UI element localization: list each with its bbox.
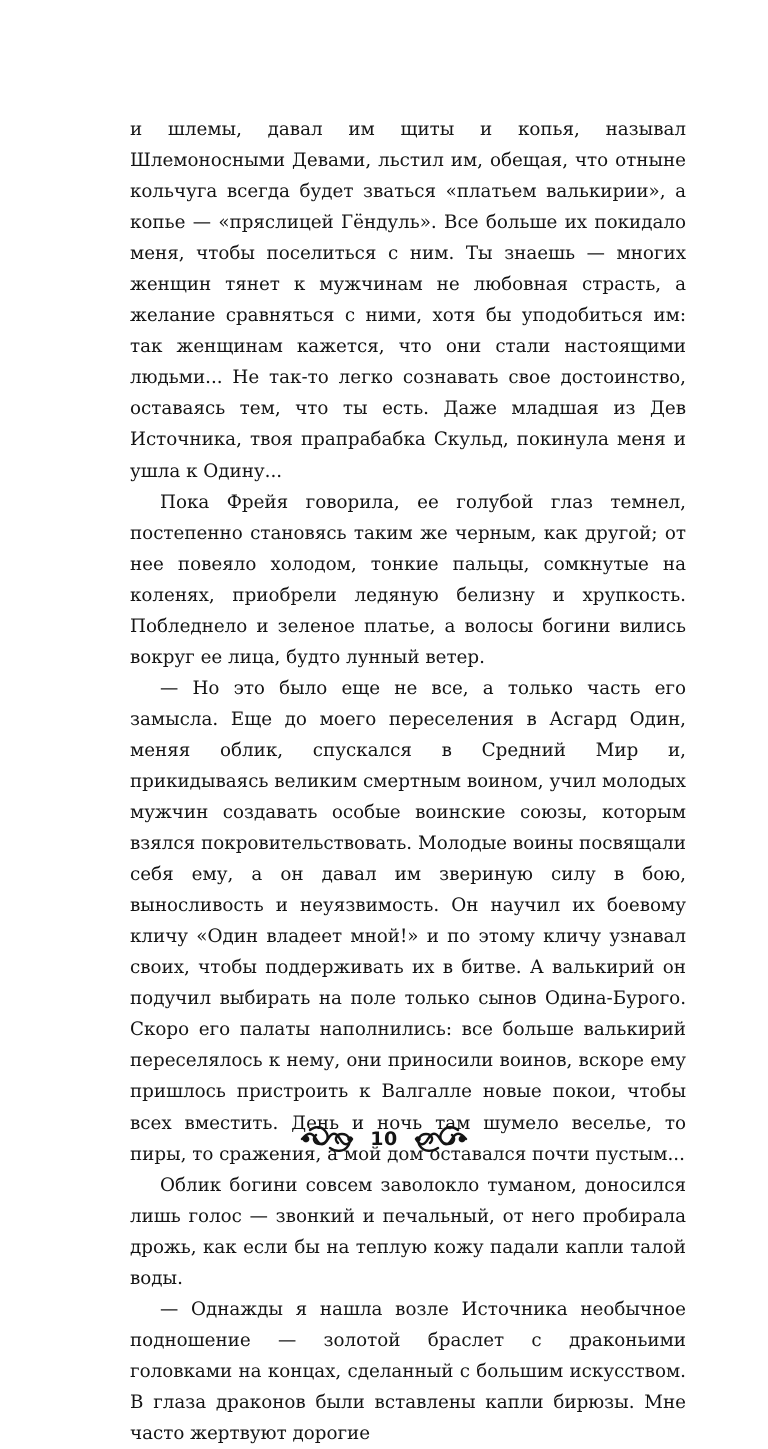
paragraph: — Но это было еще не все, а только часть его замысла. Еще до моего переселения в Асгард Один, меняя облик, спускался в Средний Мир и, прикидываясь великим смертным воином, учил молодых мужчин создавать особые воинские союзы, которым взялся покровительствовать. Молодые воины посвящали себя ему, а он давал им звериную силу в бою, выносливость и неуязвимость. Он научил их боевому кличу «Один владеет мной!» и по этому кличу узнавал своих, чтобы поддерживать их в битве. А валькирий он подучил выбирать на поле только сынов Одина-Бурого. Скоро его палаты наполнились: все больше валькирий переселялось к нему, они приносили воинов, вскоре ему пришлось пристроить к Валгалле новые покои, чтобы всех вместить. День и ночь там шумело веселье, то пиры, то сражения, а мой дом оставался почти пустым... [130, 677, 686, 1165]
body-text [130, 114, 686, 1449]
page-footer [0, 1122, 768, 1156]
paragraph: — Однажды я нашла возле Источника необычное подношение — золотой браслет с драконьими головками на концах, сделанный с большим искусством. В глаза драконов были вставлены капли бирюзы. Мне часто жертвуют дорогие [130, 1298, 686, 1444]
page-number: 10 [370, 1128, 398, 1150]
paragraph: и шлемы, давал им щиты и копья, называл Шлемоносными Девами, льстил им, обещая, что отныне кольчуга всегда будет зваться «платьем валькирии», а копье — «пряслицей Гёндуль». Все больше их покидало меня, чтобы поселиться с ним. Ты знаешь — многих женщин тянет к мужчинам не любовная страсть, а желание сравняться с ними, хотя бы уподобиться им: так женщинам кажется, что они стали настоящими людьми... Не так-то легко сознавать свое достоинство, оставаясь тем, что ты есть. Даже младшая из Дев Источника, твоя прапрабабка Скульд, покинула меня и ушла к Одину... [130, 119, 686, 482]
knotwork-ornament-right-icon [412, 1124, 468, 1154]
paragraph: Пока Фрейя говорила, ее голубой глаз темнел, постепенно становясь таким же черным, как другой; от нее повеяло холодом, тонкие пальцы, сомкнутые на коленях, приобрели ледяную белизну и хрупкость. Побледнело и зеленое платье, а волосы богини вились вокруг ее лица, будто лунный ветер. [130, 491, 686, 668]
paragraph: Облик богини совсем заволокло туманом, доносился лишь голос — звонкий и печальный, от него пробирала дрожь, как если бы на теплую кожу падали капли талой воды. [130, 1174, 686, 1289]
knotwork-ornament-left-icon [300, 1124, 356, 1154]
